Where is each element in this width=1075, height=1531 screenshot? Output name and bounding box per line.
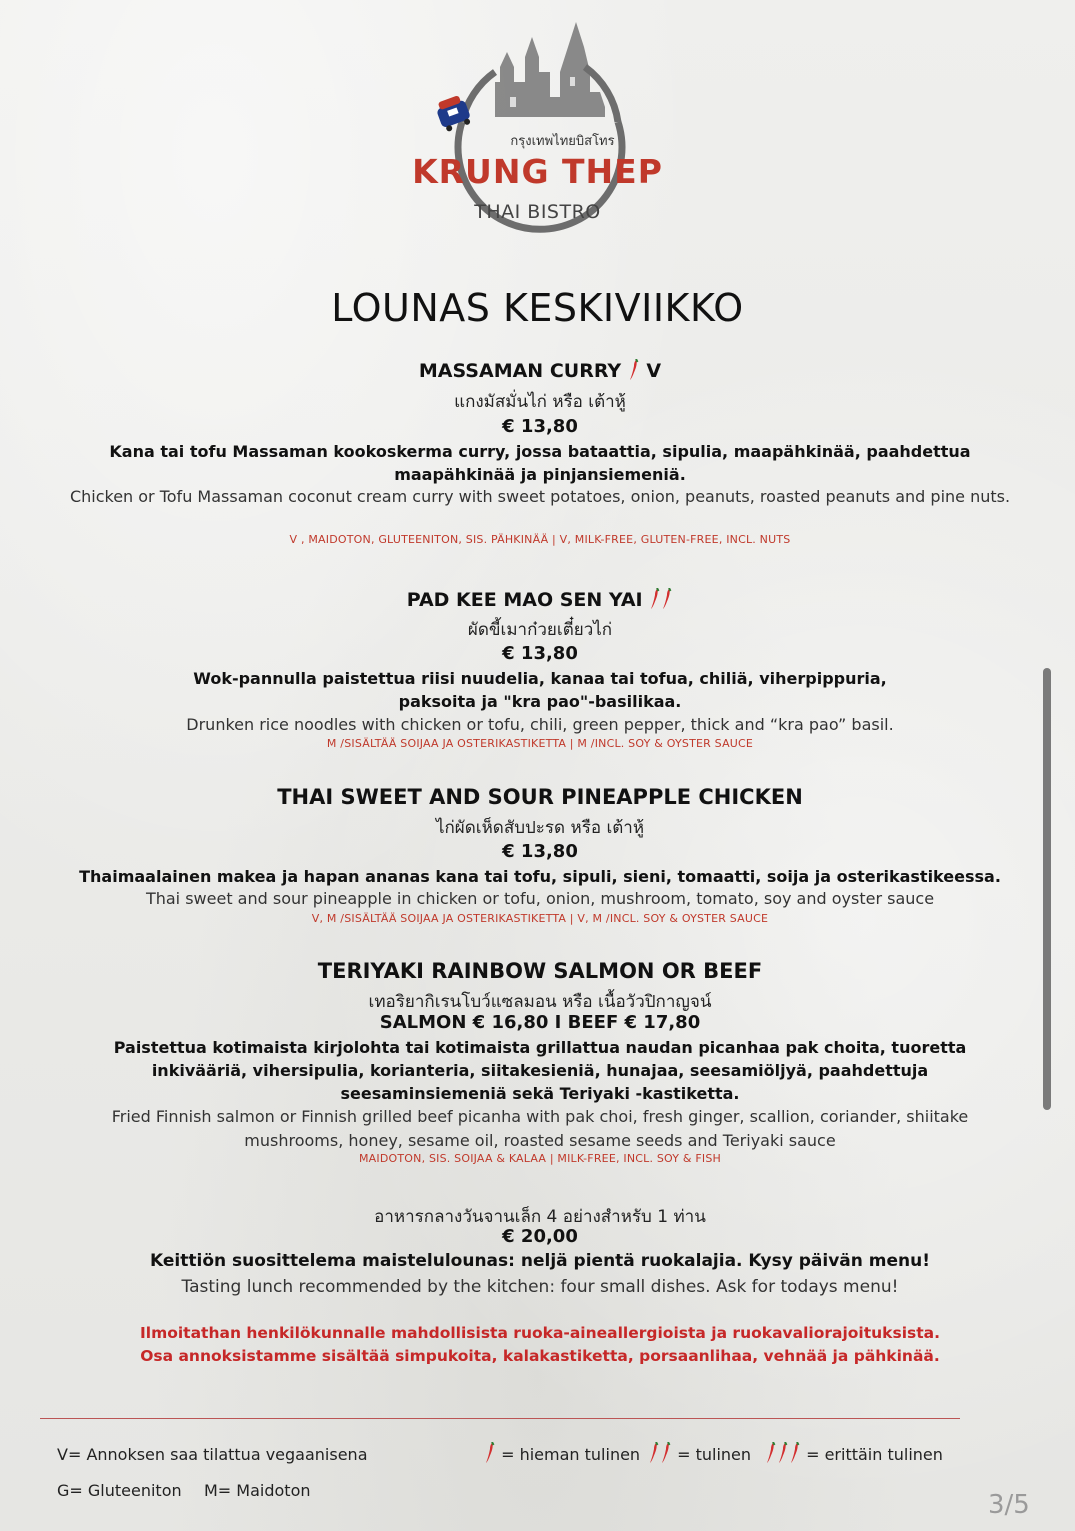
- allergy-warning-line1: Ilmoitathan henkilökunnalle mahdollisista ruoka-aineallergioista ja ruokavaliorajoituksista.: [139, 1324, 941, 1342]
- chili-icon: [778, 1442, 788, 1464]
- legend-gluten-free: G= Gluteeniton: [57, 1481, 182, 1500]
- chili-icon: [629, 359, 639, 381]
- tasting-thai: อาหารกลางวันจานเล็ก 4 อย่างสำหรับ 1 ท่าน: [374, 1207, 706, 1227]
- dish-thai-name: เทอริยากิเรนโบว์แซลมอน หรือ เนื้อวัวปิกาญจน์: [368, 992, 712, 1012]
- dish-diet-tags: V, M /SISÄLTÄÄ SOIJAA JA OSTERIKASTIKETTA | V, M /INCL. SOY & OYSTER SAUCE: [311, 912, 769, 925]
- page-title: LOUNAS KESKIVIIKKO: [331, 286, 744, 330]
- dish-price: € 13,80: [502, 416, 578, 437]
- chili-icon: [790, 1442, 800, 1464]
- tasting-description-fi: Keittiön suosittelema maistelulounas: neljä pientä ruokalajia. Kysy päivän menu!: [150, 1251, 930, 1271]
- dish-title: MASSAMAN CURRY: [418, 360, 622, 382]
- chili-icon: [485, 1442, 495, 1464]
- page-indicator: 3/5: [988, 1490, 1030, 1520]
- dish-price: € 13,80: [502, 841, 578, 862]
- dish-description-en: Thai sweet and sour pineapple in chicken or tofu, onion, mushroom, tomato, soy and oyster sauce: [145, 889, 935, 908]
- dish-thai-name: ไก่ผัดเห็ดสับปะรด หรือ เต้าหู้: [435, 818, 645, 838]
- legend-hot-label: = tulinen: [677, 1445, 752, 1464]
- dish-price: SALMON € 16,80 I BEEF € 17,80: [379, 1012, 701, 1033]
- dish-diet-tags: MAIDOTON, SIS. SOIJAA & KALAA | MILK-FREE, INCL. SOY & FISH: [358, 1152, 722, 1165]
- logo-subtitle: THAI BISTRO: [474, 201, 601, 223]
- dish-name: [60, 959, 1020, 983]
- allergy-warning-line2: Osa annoksistamme sisältää simpukoita, kalakastiketta, porsaanlihaa, vehnää ja pähkinää.: [140, 1347, 940, 1365]
- legend-mild-label: = hieman tulinen: [501, 1445, 641, 1464]
- chili-icon: [650, 588, 660, 610]
- chili-icon: [649, 1442, 659, 1464]
- legend-very-hot-label: = erittäin tulinen: [806, 1445, 943, 1464]
- dish-name: [60, 785, 1020, 809]
- tasting-description-en: Tasting lunch recommended by the kitchen: four small dishes. Ask for todays menu!: [181, 1277, 899, 1297]
- dish-price: € 13,80: [502, 643, 578, 664]
- chili-icon: [661, 1442, 671, 1464]
- dish-diet-tags: M /SISÄLTÄÄ SOIJAA JA OSTERIKASTIKETTA | M /INCL. SOY & OYSTER SAUCE: [326, 737, 754, 750]
- dish-thai-name: ผัดขี้เมาก๋วยเตี๋ยวไก่: [467, 620, 613, 640]
- dish-name: [60, 359, 1020, 382]
- legend-milk-free: M= Maidoton: [204, 1481, 311, 1500]
- dish-diet-tags: V , MAIDOTON, GLUTEENITON, SIS. PÄHKINÄÄ | V, MILK-FREE, GLUTEN-FREE, INCL. NUTS: [289, 533, 791, 546]
- dish-title: PAD KEE MAO SEN YAI: [406, 589, 643, 611]
- logo-thai-text: กรุงเทพไทยบิสโทร: [510, 134, 615, 149]
- dish-description-fi: Thaimaalainen makea ja hapan ananas kana tai tofu, sipuli, sieni, tomaatti, soija ja osterikastikeessa.: [79, 867, 1001, 886]
- dish-suffix: V: [646, 360, 662, 382]
- chili-icon: [766, 1442, 776, 1464]
- dish-description-en: Drunken rice noodles with chicken or tofu, chili, green pepper, thick and “kra pao” basil.: [186, 715, 894, 734]
- dish-description-fi: Kana tai tofu Massaman kookoskerma curry, jossa bataattia, sipulia, maapähkinää, paahdettua maapähkinää ja pinjansiemeniä.: [109, 442, 971, 484]
- legend-very-hot: [765, 1442, 943, 1464]
- scrollbar[interactable]: [1043, 668, 1051, 1110]
- dish-description-fi: Paistettua kotimaista kirjolohta tai kotimaista grillattua naudan picanhaa pak choita, tuoretta inkivääriä, vihersipulia, korianteria, siitakesieniä, hunajaa, seesamiöljyä, paahdettuja seesaminsiemeniä sekä Teriyaki -kastiketta.: [113, 1038, 967, 1103]
- legend-hot: [648, 1442, 751, 1464]
- tasting-price: € 20,00: [502, 1226, 578, 1247]
- logo-name: KRUNG THEP: [412, 152, 663, 191]
- dish-name: [60, 588, 1020, 611]
- dish-description-fi: Wok-pannulla paistettua riisi nuudelia, kanaa tai tofua, chiliä, viherpippuria, paksoita ja "kra pao"-basilikaa.: [193, 669, 887, 711]
- footer-divider: [40, 1418, 960, 1419]
- chili-icon: [662, 588, 672, 610]
- dish-thai-name: แกงมัสมั่นไก่ หรือ เต้าหู้: [454, 392, 626, 412]
- dish-description-en: Chicken or Tofu Massaman coconut cream curry with sweet potatoes, onion, peanuts, roasted peanuts and pine nuts.: [69, 487, 1011, 506]
- legend-vegan: V= Annoksen saa tilattua vegaanisena: [57, 1445, 368, 1464]
- legend-mild: [484, 1442, 640, 1464]
- dish-title: THAI SWEET AND SOUR PINEAPPLE CHICKEN: [277, 785, 803, 809]
- dish-description-en: Fried Finnish salmon or Finnish grilled beef picanha with pak choi, fresh ginger, scallion, coriander, shiitake mushrooms, honey, sesame oil, roasted sesame seeds and Teriyaki sauce: [111, 1107, 969, 1150]
- dish-title: TERIYAKI RAINBOW SALMON OR BEEF: [317, 959, 763, 983]
